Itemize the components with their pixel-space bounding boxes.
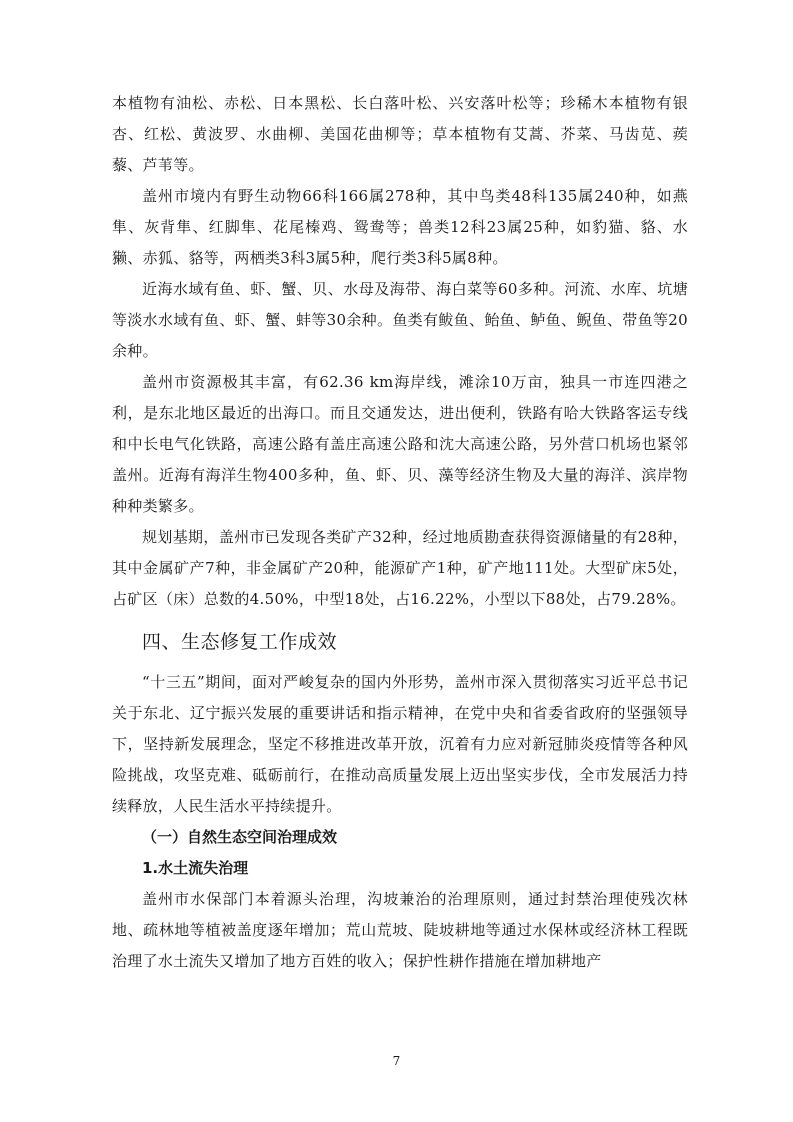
section-heading: 四、生态修复工作成效	[142, 631, 338, 653]
subsubsection-heading: 1.水土流失治理	[142, 859, 249, 877]
paragraph-minerals: 规划基期，盖州市已发现各类矿产32种，经过地质勘查获得资源储量的有28种，其中金属矿产7种，非金属矿产20种，能源矿产1种，矿产地111处。大型矿床5处，占矿区（床）总数的4.50%，中型18处，占16.22%，小型以下88处，占79.28%。	[112, 528, 688, 608]
paragraph-section-intro: “十三五”期间，面对严峻复杂的国内外形势，盖州市深入贯彻落实习近平总书记关于东北、辽宁振兴发展的重要讲话和指示精神，在党中央和省委省政府的坚强领导下，坚持新发展理念，坚定不移推进改革开放，沉着有力应对新冠肺炎疫情等各种风险挑战，攻坚克难、砥砺前行，在推动高质量发展上迈出坚实步伐，全市发展活力持续释放，人民生活水平持续提升。	[112, 673, 688, 815]
document-page	[112, 88, 688, 977]
paragraph-wild-animals: 盖州市境内有野生动物66科166属278种，其中鸟类48科135属240种，如燕隼、灰背隼、红脚隼、花尾榛鸡、鸳鸯等；兽类12科23属25种，如豹猫、貉、水獭、赤狐、貉等，两栖类3科3属5种，爬行类3科5属8种。	[112, 187, 688, 267]
paragraph-soil-erosion: 盖州市水保部门本着源头治理，沟坡兼治的治理原则，通过封禁治理使残次林地、疏林地等植被盖度逐年增加；荒山荒坡、陡坡耕地等通过水保林或经济林工程既治理了水土流失又增加了地方百姓的收入；保护性耕作措施在增加耕地产	[112, 890, 688, 970]
page-number: 7	[392, 1054, 401, 1068]
subsection-heading: （一）自然生态空间治理成效	[142, 828, 338, 846]
paragraph-aquatic-life: 近海水域有鱼、虾、蟹、贝、水母及海带、海白菜等60多种。河流、水库、坑塘等淡水水域有鱼、虾、蟹、蚌等30余种。鱼类有鲅鱼、鲐鱼、鲈鱼、鲵鱼、带鱼等20余种。	[112, 280, 688, 360]
paragraph-plants: 本植物有油松、赤松、日本黑松、长白落叶松、兴安落叶松等；珍稀木本植物有银杏、红松、黄波罗、水曲柳、美国花曲柳等；草本植物有艾蒿、芥菜、马齿苋、蒺藜、芦苇等。	[112, 94, 688, 174]
paragraph-resources: 盖州市资源极其丰富，有62.36 km海岸线，滩涂10万亩，独具一市连四港之利，是东北地区最近的出海口。而且交通发达，进出便利，铁路有哈大铁路客运专线和中长电气化铁路，高速公路有盖庄高速公路和沈大高速公路，另外营口机场也紧邻盖州。近海有海洋生物400多种，鱼、虾、贝、藻等经济生物及大量的海洋、滨岸物种种类繁多。	[112, 373, 688, 515]
